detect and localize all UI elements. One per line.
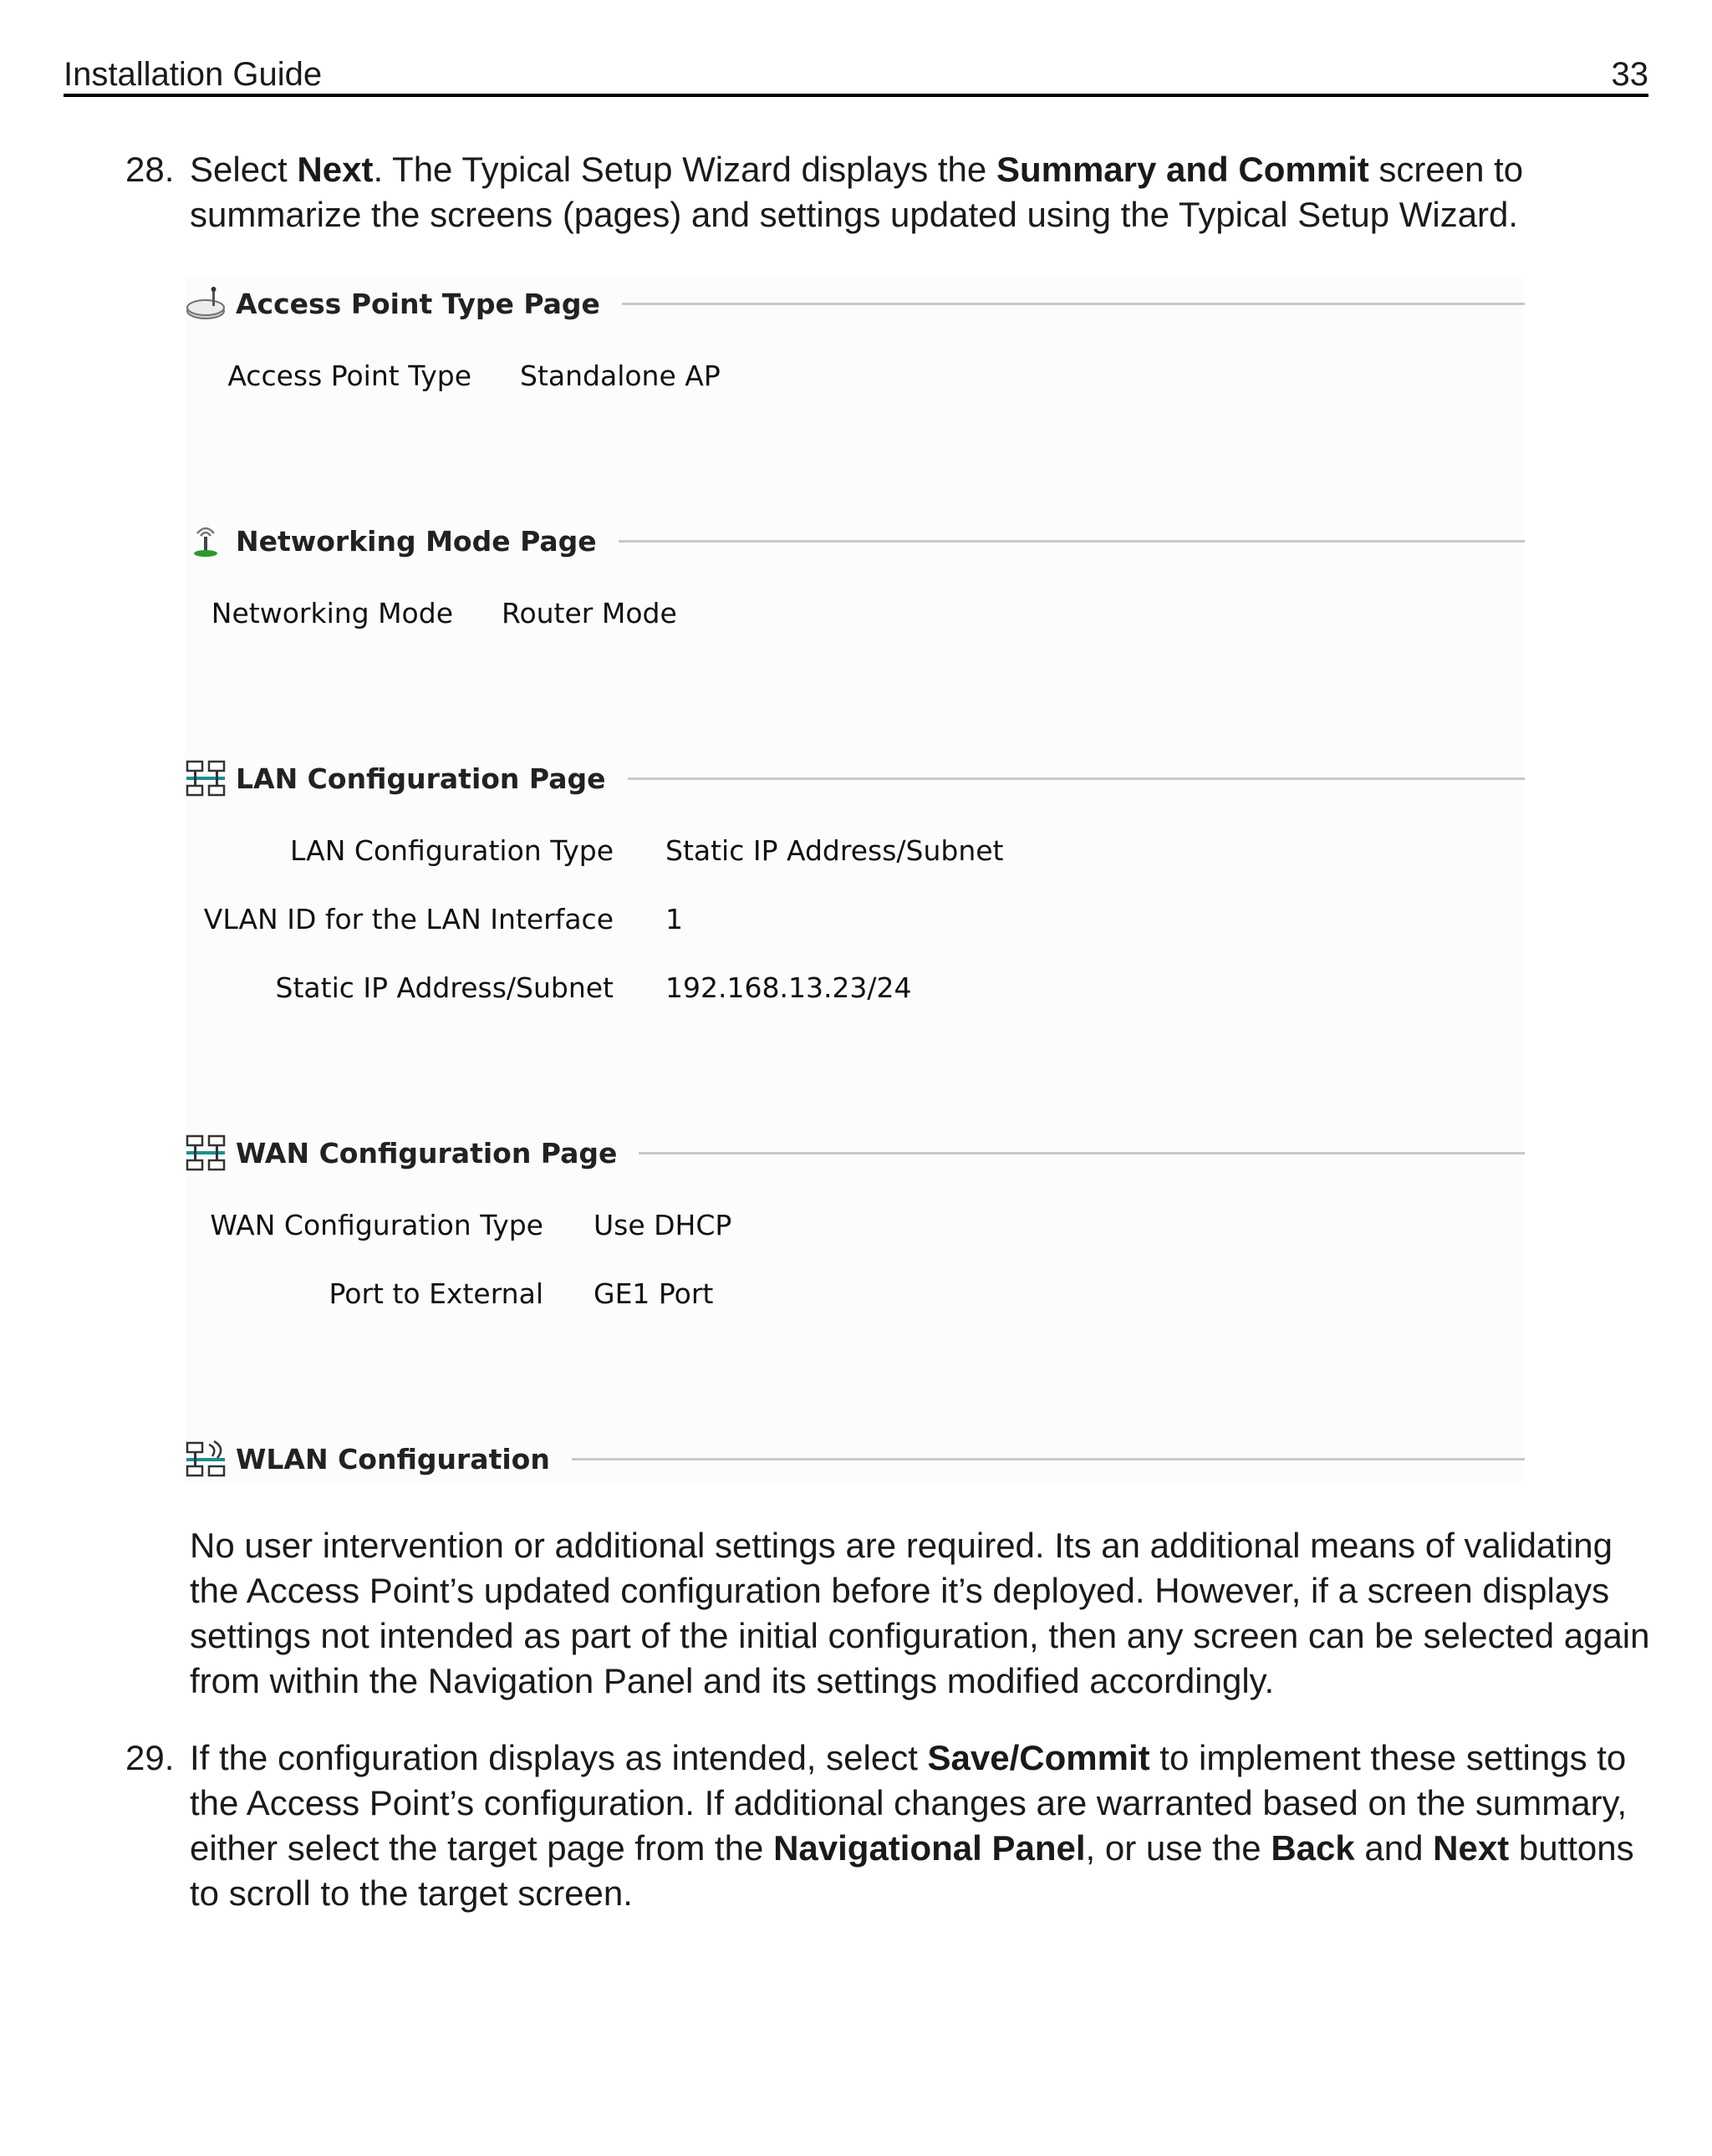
section-title: Networking Mode Page: [236, 524, 597, 558]
guide-title: Installation Guide: [64, 56, 323, 93]
navigational-panel-term: Navigational Panel: [773, 1828, 1086, 1868]
step-28: [125, 147, 1655, 237]
setting-label: VLAN ID for the LAN Interface: [203, 903, 614, 935]
section-divider: [572, 1458, 1525, 1460]
setting-value: Standalone AP: [520, 359, 721, 392]
setting-row: [186, 1277, 1523, 1311]
section-header: [186, 1438, 1523, 1480]
step-text: Select Next. The Typical Setup Wizard displays the Summary and Commit screen to summarize the screens (pages) and settings updated using the Typical Setup Wizard.: [190, 150, 1524, 234]
page-number: 33: [1611, 56, 1648, 93]
section-header: [186, 1132, 1523, 1174]
network-icon: [186, 759, 229, 798]
section-title: LAN Configuration Page: [236, 762, 606, 795]
section-title: Access Point Type Page: [236, 287, 600, 320]
save-commit-term: Save/Commit: [927, 1738, 1150, 1777]
setting-label: Networking Mode: [211, 597, 453, 629]
section-divider: [619, 540, 1525, 543]
setting-label: WAN Configuration Type: [210, 1209, 543, 1241]
access-point-icon: [186, 284, 229, 323]
setting-value: GE1 Port: [594, 1277, 714, 1310]
step-text: If the configuration displays as intended, select Save/Commit to implement these settings to the Access Point’s configuration. If additional changes are warranted based on the summary, either select the target page from the Navigational Panel, or use the Back and Next buttons to scroll to the target screen.: [190, 1738, 1634, 1913]
summary-and-commit-term: Summary and Commit: [996, 150, 1369, 189]
setting-row: [186, 971, 1523, 1005]
setting-row: [186, 597, 1523, 630]
step-number: 29.: [125, 1738, 175, 1777]
note-paragraph: No user intervention or additional settings are required. Its an additional means of validating the Access Point’s updated configuration before it’s deployed. However, if a screen displays settings not intended as part of the initial configuration, then any screen can be selected again from within the Navigation Panel and its settings modified accordingly.: [190, 1526, 1650, 1700]
setting-row: [186, 834, 1523, 868]
step-number: 28.: [125, 150, 175, 189]
setting-label: Static IP Address/Subnet: [275, 971, 614, 1004]
section-divider: [639, 1152, 1525, 1154]
section-divider: [628, 777, 1526, 780]
setting-row: [186, 1209, 1523, 1242]
setting-value: Router Mode: [502, 597, 677, 629]
section-header: [186, 283, 1523, 324]
setting-row: [186, 903, 1523, 936]
setting-value: Static IP Address/Subnet: [665, 834, 1004, 867]
setting-value: Use DHCP: [594, 1209, 732, 1241]
page-header: [64, 52, 1648, 97]
next-term: Next: [297, 150, 374, 189]
section-header: [186, 757, 1523, 799]
back-term: Back: [1271, 1828, 1355, 1868]
setting-label: LAN Configuration Type: [290, 834, 614, 867]
antenna-icon: [186, 522, 229, 560]
wireless-network-icon: [186, 1440, 229, 1478]
setting-row: [186, 359, 1523, 393]
setting-label: Access Point Type: [227, 359, 471, 392]
section-divider: [622, 303, 1525, 305]
setting-value: 1: [665, 903, 683, 935]
network-icon: [186, 1134, 229, 1172]
section-header: [186, 520, 1523, 562]
step-29: [125, 1736, 1655, 1916]
setting-label: Port to External: [329, 1277, 543, 1310]
section-title: WLAN Configuration: [236, 1442, 550, 1476]
summary-and-commit-screenshot: [186, 276, 1523, 1484]
next-term: Next: [1433, 1828, 1510, 1868]
section-title: WAN Configuration Page: [236, 1136, 618, 1170]
setting-value: 192.168.13.23/24: [665, 971, 912, 1004]
